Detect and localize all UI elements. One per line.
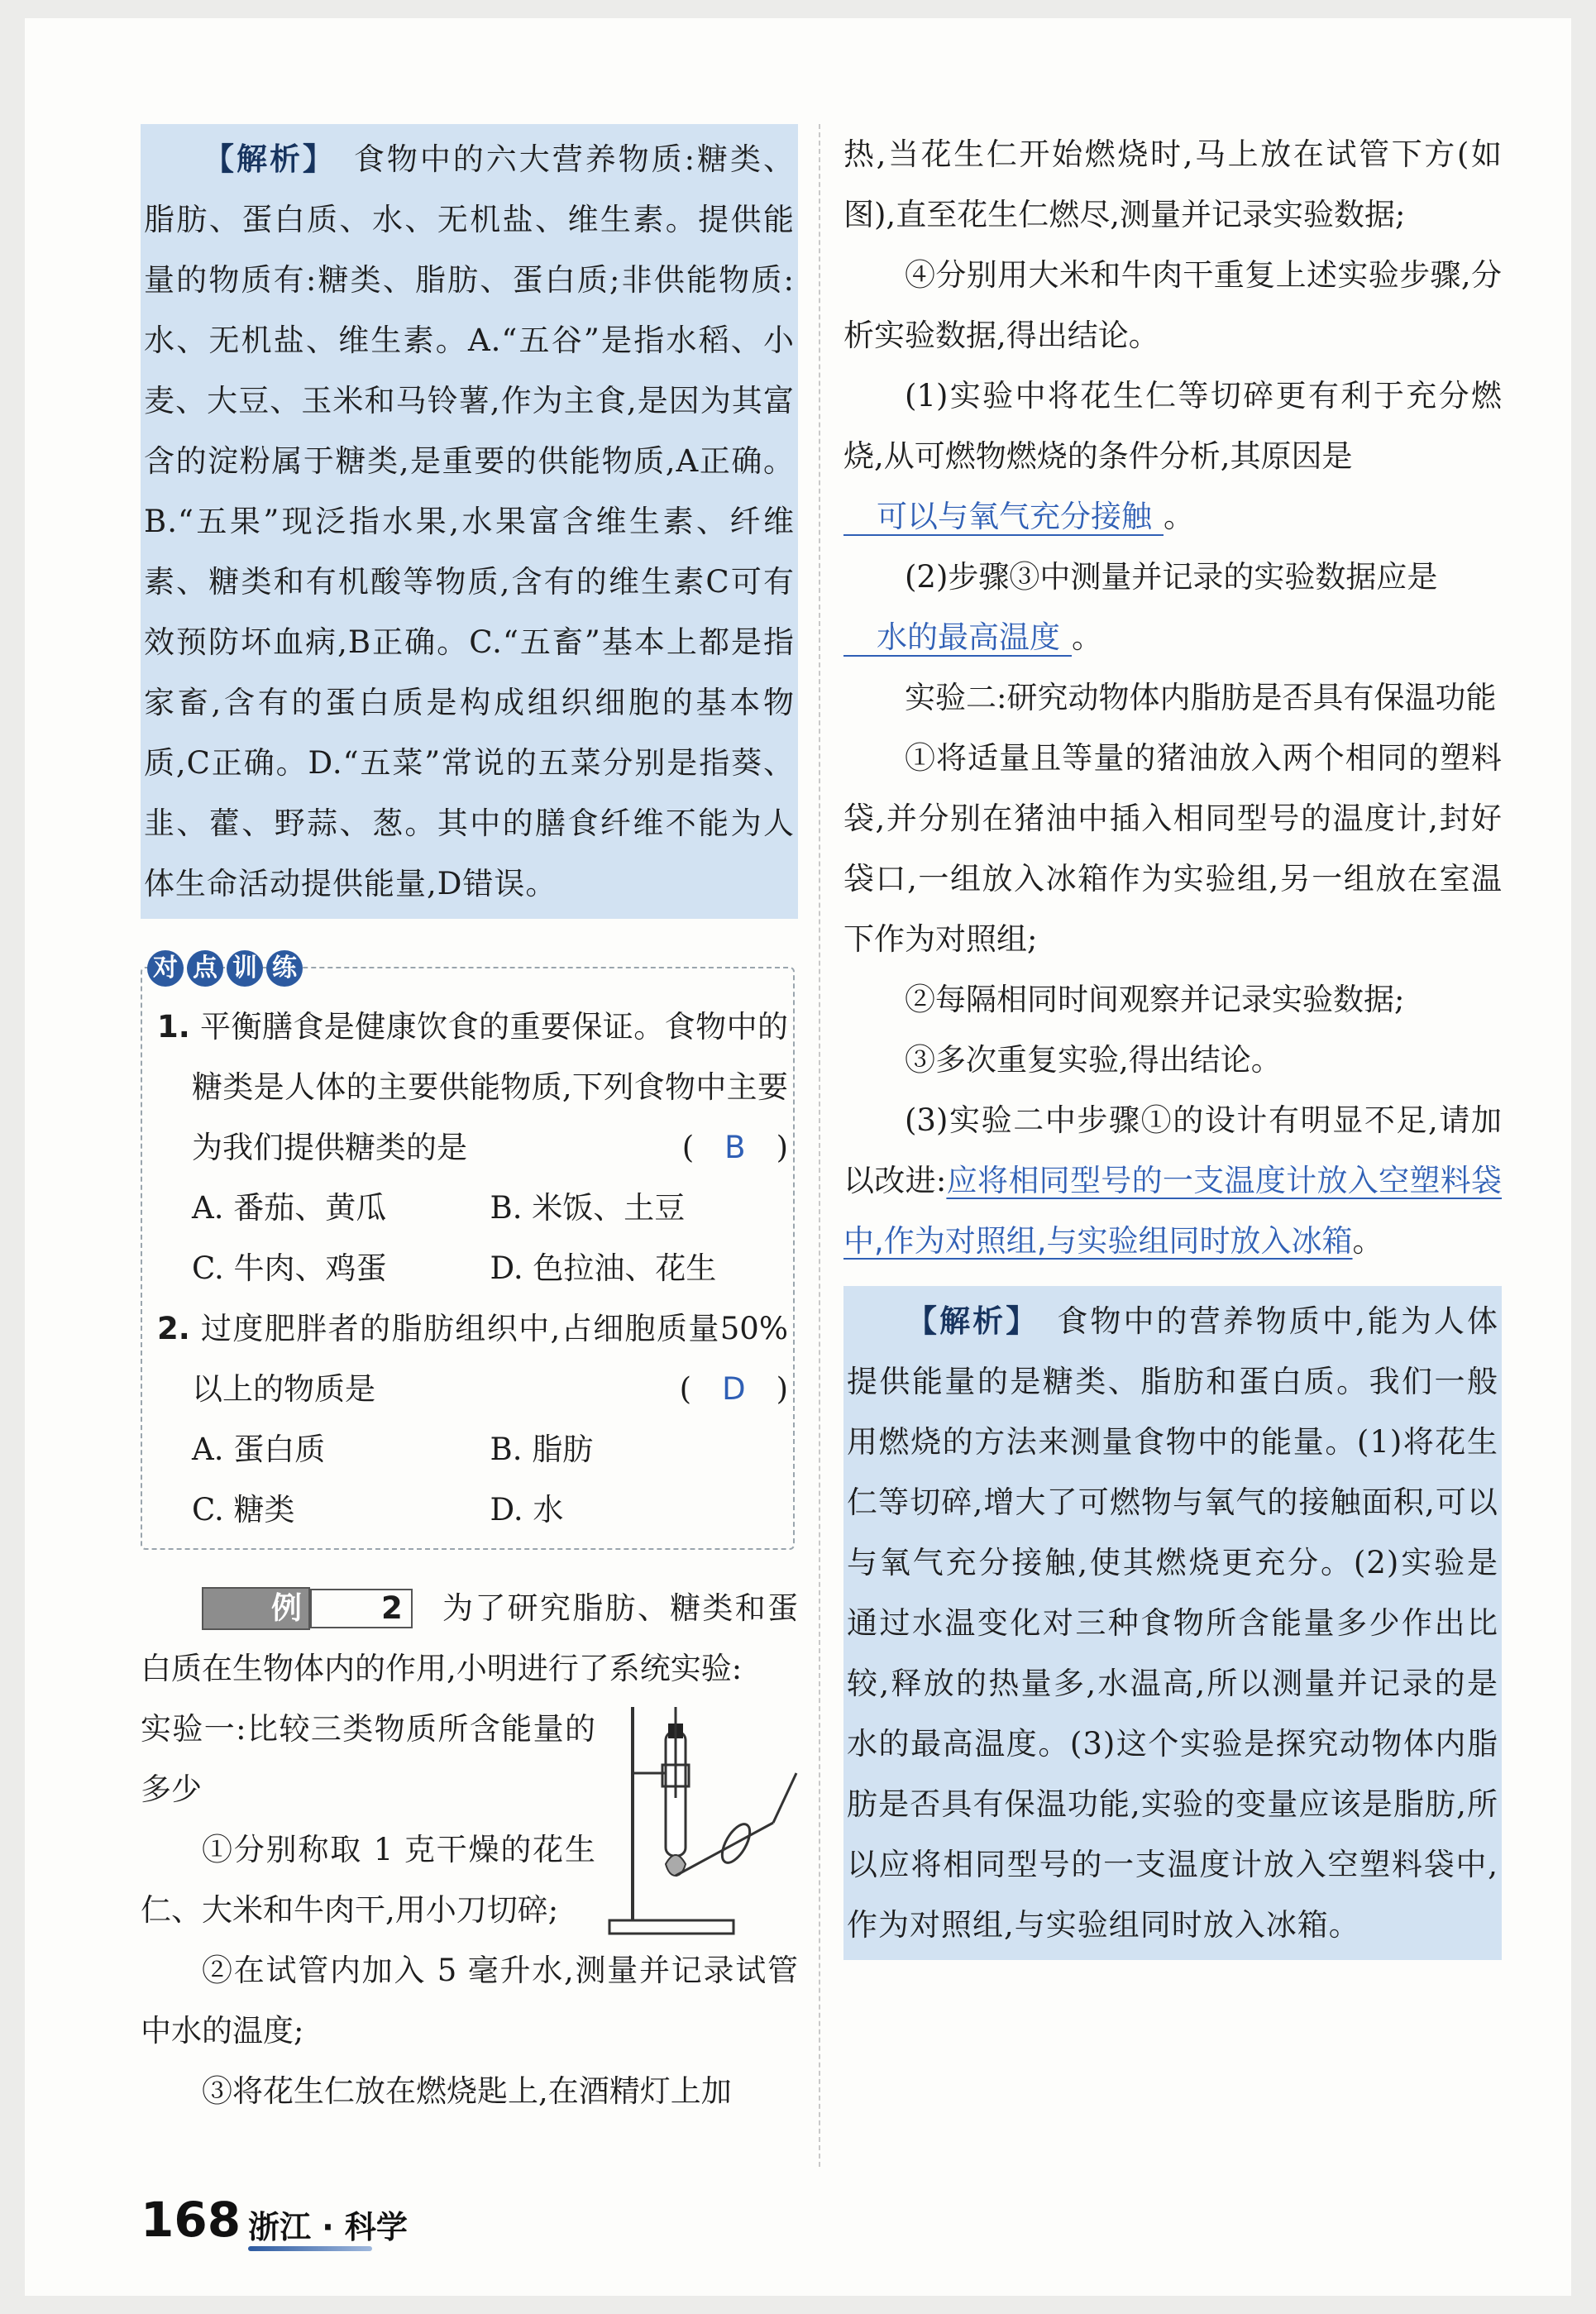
- example-2: [141, 1578, 798, 2121]
- practice-title-char: 练: [266, 950, 303, 987]
- question-number: 2.: [157, 1311, 190, 1346]
- practice-title-char: 训: [227, 950, 263, 987]
- answer-bracket: ( D ): [679, 1371, 788, 1407]
- answer-value: D: [722, 1371, 746, 1407]
- answer-1: 可以与氧气充分接触: [843, 499, 1164, 536]
- options-row: [157, 1480, 788, 1540]
- example-number: 2: [310, 1589, 413, 1628]
- experiment-2-step-3: ③多次重复实验,得出结论。: [905, 1042, 1282, 1078]
- analysis-text: 食物中的营养物质中,能为人体提供能量的是糖类、脂肪和蛋白质。我们一般用燃烧的方法来测量食物中的能量。(1)将花生仁等切碎,增大了可燃物与氧气的接触面积,可以与氧气充分接触,使其燃烧更充分。(2)实验是通过水温变化对三种食物所含能量多少作出比较,释放的热量多,水温高,所以测量并记录的是水的最高温度。(3)这个实验是探究动物体内脂肪是否具有保温功能,实验的变量应该是脂肪,所以应将相同型号的一支温度计放入空塑料袋中,作为对照组,与实验组同时放入冰箱。: [847, 1303, 1499, 1943]
- option-c[interactable]: C. 牛肉、鸡蛋: [192, 1250, 387, 1286]
- analysis-box-2: [843, 1286, 1502, 1960]
- left-column: [141, 124, 798, 2121]
- experiment-2-title: 实验二:研究动物体内脂肪是否具有保温功能: [905, 680, 1497, 715]
- analysis-box-1: [141, 124, 798, 919]
- sub-question-1: (1)实验中将花生仁等切碎更有利于充分燃烧,从可燃物燃烧的条件分析,其原因是: [843, 378, 1502, 474]
- experiment-2-step-2: ②每隔相同时间观察并记录实验数据;: [905, 982, 1405, 1017]
- option-b[interactable]: B. 脂肪: [490, 1432, 594, 1467]
- practice-title: [147, 950, 303, 987]
- experiment-1-title: 实验一:比较三类物质所含能量的多少: [141, 1711, 595, 1807]
- experiment-1-step-3-continued: 热,当花生仁开始燃烧时,马上放在试管下方(如图),直至花生仁燃尽,测量并记录实验数据;: [843, 136, 1502, 232]
- example-label: 例: [202, 1587, 310, 1630]
- experiment-1-step-1: ①分别称取 1 克干燥的花生仁、大米和牛肉干,用小刀切碎;: [141, 1832, 595, 1928]
- experiment-2-step-1: ①将适量且等量的猪油放入两个相同的塑料袋,并分别在猪油中插入相同型号的温度计,封好袋口,一组放入冰箱作为实验组,另一组放在室温下作为对照组;: [843, 740, 1502, 957]
- question-text: 平衡膳食是健康饮食的重要保证。食物中的糖类是人体的主要供能物质,下列食物中主要为我们提供糖类的是: [192, 1009, 789, 1165]
- option-a[interactable]: A. 番茄、黄瓜: [192, 1190, 387, 1226]
- analysis-tag: 【解析】: [906, 1303, 1039, 1339]
- options-row: [157, 1178, 788, 1238]
- practice-title-char: 点: [187, 950, 223, 987]
- right-column: 热,当花生仁开始燃烧时,马上放在试管下方(如图),直至花生仁燃尽,测量并记录实验数据; ④分别用大米和牛肉干重复上述实验步骤,分析实验数据,得出结论。 (1)实验中将花生仁等切碎更有利于充分燃烧,从可燃物燃烧的条件分析,其原因是 可以与氧气充分接触 。 (2)步骤③中测量并记录的实验数据应是 水的最高温度 。 实验二:研究动物体内脂肪是否具有保温功能 ①将适量且等量的猪油放入两个相同的塑料袋,并分别在猪油中插入相同型号的温度计,封好袋口,一组放入冰箱作为实验组,另一组放在室温下作为对照组; ②每隔相同时间观察并记录实验数据; ③多次重复实验,得出结论。 (3)实验二中步骤①的设计有明显不足,请加以改进:应将相同型号的一支温度计放入空塑料袋中,作为对照组,与实验组同时放入冰箱。 【解析】 食物中的营养物质中,能为人体提供能量的是糖类、脂肪和蛋白质。我们一般用燃烧的方法来测量食物中的能量。(1)将花生仁等切碎,增大了可燃物与氧气的接触面积,可以与氧气充分接触,使其燃烧更充分。(2)实验是通过水温变化对三种食物所含能量多少作出比较,释放的热量多,水温高,所以测量并记录的是水的最高温度。(3)这个实验是探究动物体内脂肪是否具有保温功能,实验的变量应该是脂肪,所以应将相同型号的一支温度计放入空塑料袋中,作为对照组,与实验组同时放入冰箱。: [843, 124, 1502, 1960]
- example-intro: 为了研究脂肪、糖类和蛋白质在生物体内的作用,小明进行了系统实验:: [141, 1590, 798, 1686]
- answer-bracket: ( B ): [681, 1130, 788, 1165]
- options-row: [157, 1238, 788, 1298]
- option-b[interactable]: B. 米饭、土豆: [490, 1190, 686, 1226]
- sub-question-3: (3)实验二中步骤①的设计有明显不足,请加以改进:: [843, 1102, 1502, 1198]
- question-number: 1.: [157, 1009, 190, 1045]
- book-title: 浙江 · 科学: [248, 2209, 408, 2245]
- page-number: 168: [141, 2192, 241, 2248]
- question-text: 过度肥胖者的脂肪组织中,占细胞质量50%以上的物质是: [192, 1311, 789, 1407]
- practice-title-char: 对: [147, 950, 184, 987]
- experiment-1-block: [141, 1699, 798, 1940]
- question-1: [157, 997, 788, 1298]
- sub-question-2: (2)步骤③中测量并记录的实验数据应是: [905, 559, 1438, 595]
- option-c[interactable]: C. 糖类: [192, 1492, 295, 1528]
- practice-section: [141, 954, 795, 1550]
- option-d[interactable]: D. 水: [490, 1492, 564, 1528]
- answer-3: 应将相同型号的一支温度计放入空塑料袋中,作为对照组,与实验组同时放入冰箱: [843, 1163, 1503, 1259]
- options-row: [157, 1419, 788, 1480]
- option-a[interactable]: A. 蛋白质: [192, 1432, 326, 1467]
- experiment-1-step-3: ③将花生仁放在燃烧匙上,在酒精灯上加: [202, 2073, 732, 2109]
- footer-underline: [248, 2246, 372, 2251]
- column-divider: [819, 124, 820, 2167]
- experiment-1-step-2: ②在试管内加入 5 毫升水,测量并记录试管中水的温度;: [141, 1953, 798, 2049]
- answer-2: 水的最高温度: [843, 619, 1072, 657]
- analysis-tag: 【解析】: [203, 141, 336, 177]
- experiment-1-step-4: ④分别用大米和牛肉干重复上述实验步骤,分析实验数据,得出结论。: [843, 257, 1502, 353]
- analysis-text: 食物中的六大营养物质:糖类、脂肪、蛋白质、水、无机盐、维生素。提供能量的物质有:糖类、脂肪、蛋白质;非供能物质:水、无机盐、维生素。A.“五谷”是指水稻、小麦、大豆、玉米和马铃薯,作为主食,是因为其富含的淀粉属于糖类,是重要的供能物质,A正确。B.“五果”现泛指水果,水果富含维生素、纤维素、糖类和有机酸等物质,含有的维生素C可有效预防坏血病,B正确。C.“五畜”基本上都是指家畜,含有的蛋白质是构成组织细胞的基本物质,C正确。D.“五菜”常说的五菜分别是指葵、韭、藿、野蒜、葱。其中的膳食纤维不能为人体生命活动提供能量,D错误。: [144, 141, 795, 901]
- answer-value: B: [724, 1130, 746, 1165]
- question-2: [157, 1298, 788, 1540]
- burning-apparatus-figure: [608, 1699, 798, 1947]
- option-d[interactable]: D. 色拉油、花生: [490, 1250, 717, 1286]
